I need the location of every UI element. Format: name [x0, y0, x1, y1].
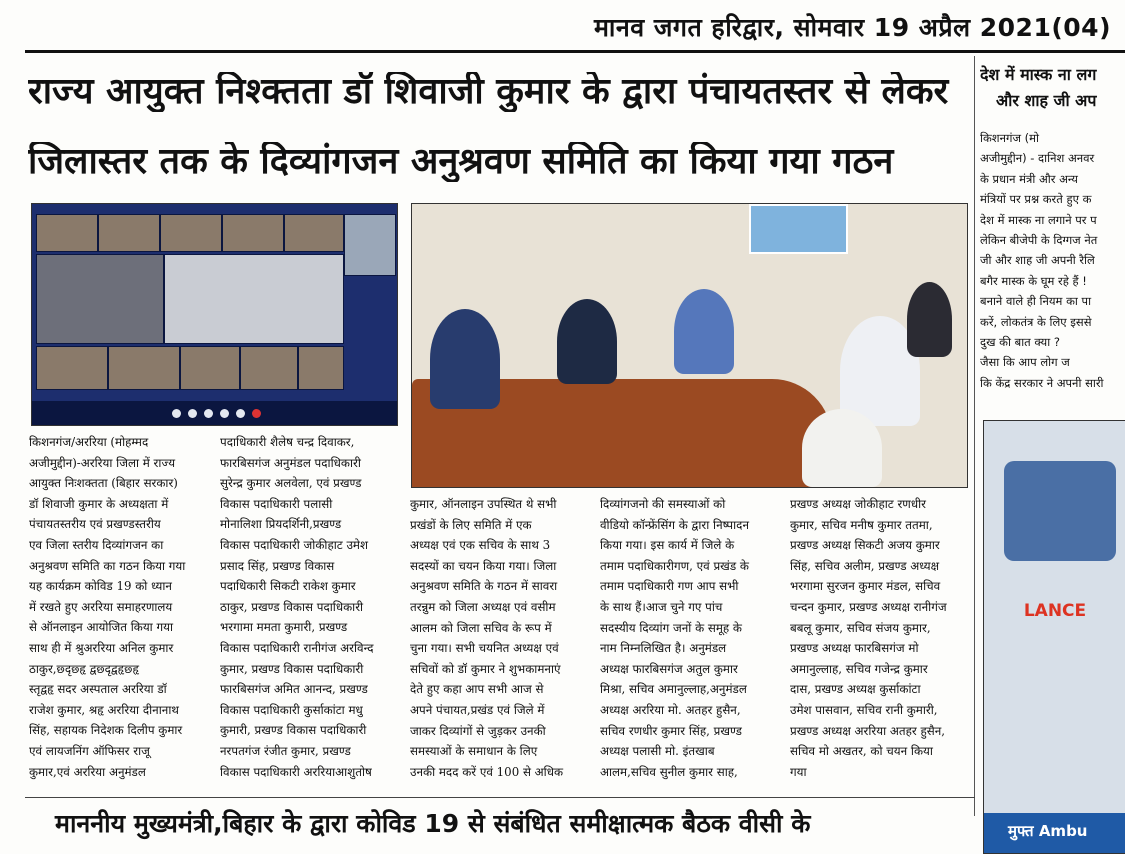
side-story-body [980, 128, 1125, 393]
column-line: प्रखण्ड अध्यक्ष जोकीहाट रणधीर [790, 497, 926, 511]
column-line: चन्दन कुमार, प्रखण्ड अध्यक्ष रानीगंज [790, 599, 947, 614]
column-line: प्रखंडों के लिए समिति में एक [410, 517, 532, 532]
ambulance-bottom-text: मुफ्त Ambu [984, 813, 1125, 853]
column-line: नाम निम्नलिखित है। अनुमंडल [600, 641, 727, 656]
column-line: उमेश पासवान, सचिव रानी कुमारी, [790, 702, 938, 717]
side-body-line: बनाने वाले ही नियम का पा [980, 294, 1092, 309]
column-line: एव जिला स्तरीय दिव्यांगजन का [29, 537, 164, 552]
column-line: प्रखण्ड अध्यक्ष अररिया अतहर हुसैन, [790, 723, 946, 738]
column-line: मोनालिशा प्रियदर्शिनी,प्रखण्ड [220, 517, 342, 532]
column-line: के साथ हैं।आज चुने गए पांच [600, 599, 723, 614]
masthead-rule [25, 50, 1125, 53]
column-line: एवं लायजनिंग ऑफिसर राजू [29, 743, 150, 758]
side-body-line: दुख की बात क्या ? [980, 335, 1060, 350]
column-line: सिंह, सचिव अलीम, प्रखण्ड अध्यक्ष [790, 558, 940, 573]
vc-participant-tile [222, 214, 284, 252]
column-line: साथ ही में श्रुअररिया अनिल कुमार [29, 640, 174, 655]
column-line: से ऑनलाइन आयोजित किया गया [29, 620, 174, 635]
column-line: में रखते हुए अररिया समाहरणालय [29, 599, 173, 614]
article-column-3 [410, 494, 590, 782]
side-body-line: बगैर मास्क के घूम रहे हैं ! [980, 273, 1087, 288]
side-body-line: कि केंद्र सरकार ने अपनी सारी [980, 375, 1104, 390]
column-line: पदाधिकारी सिकटी राकेश कुमार [220, 579, 356, 594]
column-line: समस्याओं के समाधान के लिए [410, 744, 538, 759]
column-line: फारबिसगंज अनुमंडल पदाधिकारी [220, 455, 361, 470]
column-line: उनकी मदद करें एवं 100 से अधिक [410, 764, 564, 779]
vc-participant-tile [98, 214, 160, 252]
person-figure [674, 289, 734, 374]
meeting-room-photo [411, 203, 968, 488]
column-line: आयुक्त निःशक्तता (बिहार सरकार) [29, 476, 178, 491]
column-line: ठाकुर,छ्दृछ्हृ द्वछ्दृद्वहृछ्हृ [29, 661, 139, 676]
column-line: चुना गया। सभी चयनित अध्यक्ष एवं [410, 641, 559, 656]
column-line: सदस्यों का चयन किया गया। जिला [410, 558, 557, 573]
wall-picture [749, 204, 848, 254]
vc-participant-tile [36, 346, 108, 390]
column-line: यह कार्यक्रम कोविड 19 को ध्यान [29, 579, 172, 594]
side-body-line: जी और शाह जी अपनी रैलि [980, 253, 1095, 268]
vc-participant-tile [240, 346, 298, 390]
masthead-text: मानव जगत हरिद्वार, सोमवार 19 अप्रैल 2021(04) [593, 13, 1111, 42]
column-line: विकास पदाधिकारी कुर्साकांटा मधु [220, 702, 363, 717]
column-line: ठाकुर, प्रखण्ड विकास पदाधिकारी [220, 599, 364, 614]
column-divider [974, 56, 975, 816]
vc-control-bar [32, 401, 397, 425]
column-line: किया गया। इस कार्य में जिले के [600, 538, 735, 553]
headline-line-2: जिलास्तर तक के दिव्यांगजन अनुश्रवण समिति का किया गया गठन [28, 142, 894, 182]
column-line: कुमार, ऑनलाइन उपस्थित थे सभी [410, 497, 557, 511]
column-line: अध्यक्ष फारबिसगंज अतुल कुमार [600, 661, 738, 676]
column-line: बबलू कुमार, सचिव संजय कुमार, [790, 620, 931, 635]
side-body-line: देश में मास्क ना लगाने पर प [980, 212, 1097, 227]
column-line: अनुश्रवण समिति के गठन में सावरा [410, 579, 558, 594]
column-line: अध्यक्ष एवं एक सचिव के साथ 3 [410, 538, 551, 553]
column-line: अपने पंचायत,प्रखंड एवं जिले में [410, 702, 545, 717]
side-body-line: लेकिन बीजेपी के दिग्गज नेत [980, 233, 1098, 248]
column-line: आलम को जिला सचिव के रूप में [410, 620, 552, 635]
side-body-line: जैसा कि आप लोग ज [980, 355, 1070, 370]
side-body-line: के प्रधान मंत्री और अन्य [980, 171, 1078, 186]
participants-icon [236, 409, 245, 418]
vc-main-tile [164, 254, 344, 344]
headline-line-1: राज्य आयुक्त निश्क्तता डॉ शिवाजी कुमार के द्वारा पंचायतस्तर से लेकर [28, 72, 949, 112]
camera-icon [188, 409, 197, 418]
article-column-2 [220, 432, 400, 782]
column-line: प्रखण्ड अध्यक्ष फारबिसगंज मो [790, 641, 919, 656]
person-figure [802, 409, 882, 487]
column-line: आलम,सचिव सुनील कुमार साह, [600, 764, 738, 779]
masthead [0, 0, 1125, 52]
column-line: जाकर दिव्यांगों से जुड़कर उनकी [410, 723, 546, 738]
column-line: पदाधिकारी शैलेष चन्द्र दिवाकर, [220, 435, 355, 449]
person-figure [557, 299, 617, 384]
video-conference-photo [31, 203, 398, 426]
end-call-icon [252, 409, 261, 418]
column-line: नरपतगंज रंजीत कुमार, प्रखण्ड [220, 743, 351, 758]
column-line: मिश्रा, सचिव अमानुल्लाह,अनुमंडल [600, 682, 747, 697]
column-line: फारबिसगंज अमित आनन्द, प्रखण्ड [220, 682, 368, 697]
column-line: अनुश्रवण समिति का गठन किया गया [29, 558, 186, 573]
column-line: सुरेन्द्र कुमार अलवेला, एवं प्रखण्ड [220, 476, 362, 491]
column-line: भरगामा सुरजन कुमार मंडल, सचिव [790, 579, 941, 594]
column-line: तमाम पदाधिकारीगण, एवं प्रखंड के [600, 558, 749, 573]
column-line: सचिव रणधीर कुमार सिंह, प्रखण्ड [600, 723, 742, 738]
column-line: देते हुए कहा आप सभी आज से [410, 682, 544, 697]
column-line: कुमारी, प्रखण्ड विकास पदाधिकारी [220, 723, 367, 738]
ambulance-window [1004, 461, 1116, 561]
column-line: गया [790, 764, 807, 779]
vc-participant-tile [180, 346, 240, 390]
column-line: विकास पदाधिकारी अररियाआशुतोष [220, 764, 372, 779]
column-line: विकास पदाधिकारी रानीगंज अरविन्द [220, 640, 374, 655]
column-line: प्रसाद सिंह, प्रखण्ड विकास [220, 558, 335, 573]
column-line: राजेश कुमार, श्रहृ अररिया दीनानाथ [29, 702, 179, 717]
column-line: सिंह, सहायक निदेशक दिलीप कुमार [29, 723, 183, 738]
section-divider [25, 797, 975, 798]
ambulance-side-text: LANCE [1023, 601, 1087, 621]
vc-participant-tile [284, 214, 344, 252]
column-line: प्रखण्ड अध्यक्ष सिकटी अजय कुमार [790, 538, 940, 553]
column-line: पंचायतस्तरीय एवं प्रखण्डस्तरीय [29, 517, 161, 532]
side-body-line: मंत्रियों पर प्रश्न करते हुए क [980, 192, 1092, 207]
vc-participant-tile [108, 346, 180, 390]
column-line: अध्यक्ष पलासी मो. इंतखाब [600, 744, 715, 759]
column-line: तरन्नुम को जिला अध्यक्ष एवं वसीम [410, 599, 556, 614]
column-line: कुमार,एवं अररिया अनुमंडल [29, 764, 146, 779]
bottom-headline: माननीय मुख्यमंत्री,बिहार के द्वारा कोविड 19 से संबंधित समीक्षात्मक बैठक वीसी के [55, 809, 811, 838]
article-column-4 [600, 494, 782, 782]
column-line: तमाम पदाधिकारी गण आप सभी [600, 579, 739, 594]
side-story-headline [980, 62, 1125, 114]
column-line: सदस्यीय दिव्यांग जनों के समूह के [600, 620, 742, 635]
vc-participant-tile [298, 346, 344, 390]
ambulance-photo [983, 420, 1125, 854]
column-line: दिव्यांगजनो की समस्याओं को [600, 497, 726, 511]
column-line: कुमार, प्रखण्ड विकास पदाधिकारी [220, 661, 364, 676]
vc-speaker-tile [36, 254, 164, 344]
column-line: अजीमुद्दीन)-अररिया जिला में राज्य [29, 455, 176, 470]
column-line: भरगामा ममता कुमारी, प्रखण्ड [220, 620, 348, 635]
article-column-1 [29, 432, 209, 782]
column-line: सचिवों को डॉ कुमार ने शुभकामनाएं [410, 661, 561, 676]
mic-icon [172, 409, 181, 418]
chat-icon [220, 409, 229, 418]
column-line: स्तृद्वहृ सदर अस्पताल अररिया डॉ [29, 682, 167, 697]
column-line: वीडियो कॉन्फ्रेंसिंग के द्वारा निष्पादन [600, 517, 749, 532]
share-icon [204, 409, 213, 418]
vc-participant-tile [344, 214, 396, 276]
side-body-line: किशनगंज (मो [980, 131, 1040, 145]
column-line: दास, प्रखण्ड अध्यक्ष कुर्साकांटा [790, 682, 921, 697]
article-column-5 [790, 494, 970, 782]
side-body-line: करें, लोकतंत्र के लिए इससे [980, 314, 1092, 329]
column-line: अध्यक्ष अररिया मो. अतहर हुसैन, [600, 702, 741, 717]
vc-participant-tile [160, 214, 222, 252]
side-headline-line: देश में मास्क ना लग [980, 65, 1097, 84]
person-figure [430, 309, 500, 409]
column-line: किशनगंज/अररिया (मोहम्मद [29, 435, 149, 449]
side-headline-line: और शाह जी अप [996, 91, 1097, 110]
column-line: विकास पदाधिकारी पलासी [220, 496, 333, 511]
column-line: अमानुल्लाह, सचिव गजेन्द्र कुमार [790, 661, 928, 676]
vc-participant-tile [36, 214, 98, 252]
column-line: विकास पदाधिकारी जोकीहाट उमेश [220, 537, 369, 552]
column-line: डॉ शिवाजी कुमार के अध्यक्षता में [29, 496, 169, 511]
person-figure [907, 282, 952, 357]
column-line: कुमार, सचिव मनीष कुमार ततमा, [790, 517, 933, 532]
column-line: सचिव मो अखतर, को चयन किया [790, 744, 933, 759]
side-body-line: अजीमुद्दीन) - दानिश अनवर [980, 151, 1095, 166]
